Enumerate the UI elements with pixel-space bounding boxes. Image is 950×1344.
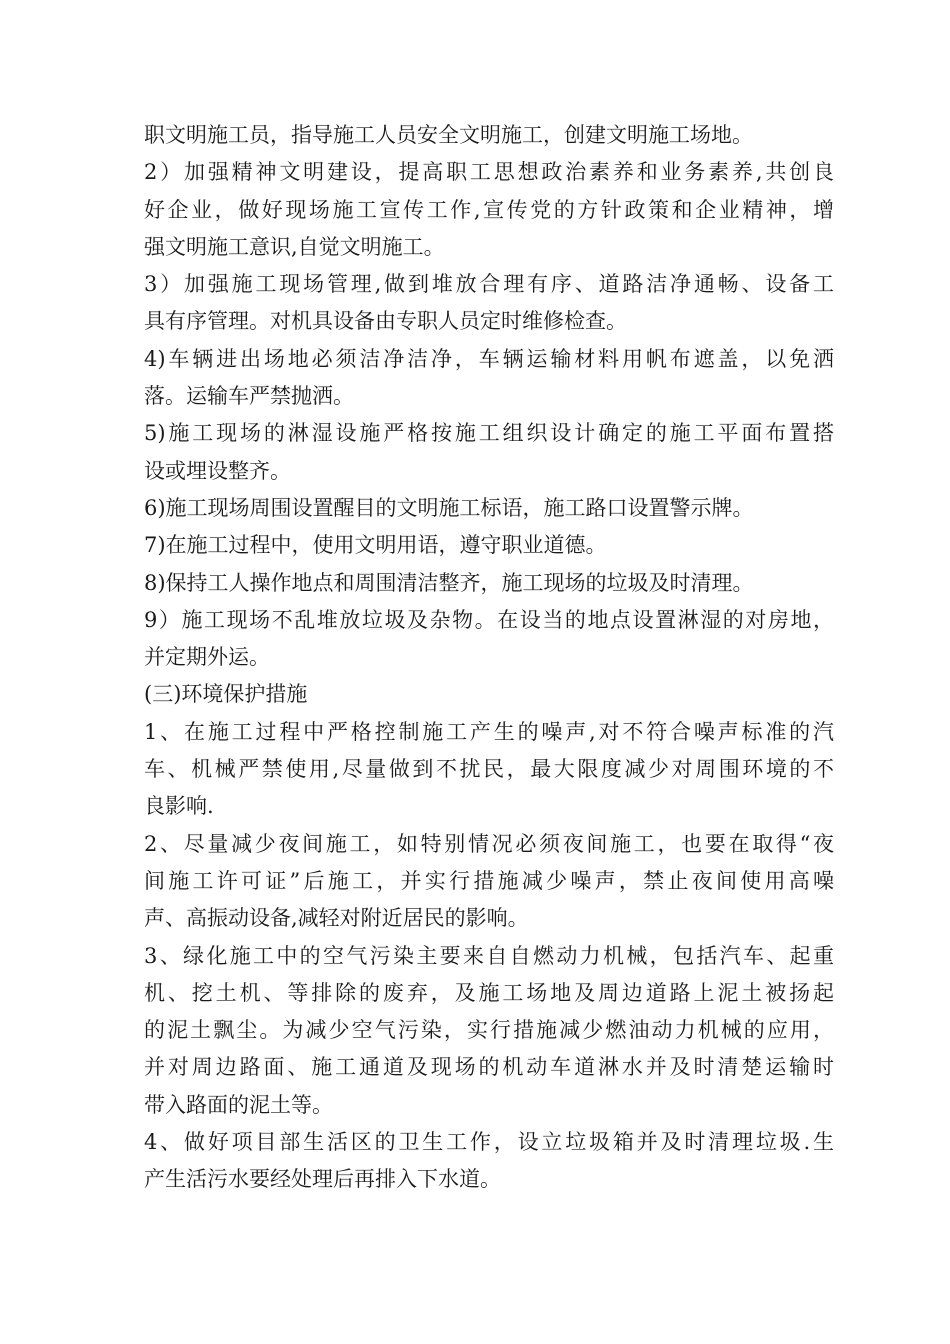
text-line: 4)车辆进出场地必须洁净洁净，车辆运输材料用帆布遮盖，以免洒	[144, 346, 834, 371]
text-line: 职文明施工员，指导施工人员安全文明施工，创建文明施工场地。	[144, 123, 753, 147]
text-line: 并定期外运。	[144, 645, 270, 670]
text-line: 并对周边路面、施工通道及现场的机动车道淋水并及时清楚运输时	[144, 1055, 834, 1080]
text-line: 落。运输车严禁抛洒。	[144, 384, 354, 409]
text-line: 6)施工现场周围设置醒目的文明施工标语，施工路口设置警示牌。	[144, 495, 754, 520]
document-body	[144, 117, 834, 1199]
text-line: 良影响.	[144, 794, 214, 819]
text-line: 间施工许可证”后施工，并实行措施减少噪声，禁止夜间使用高噪	[144, 868, 834, 893]
text-line: 3、绿化施工中的空气污染主要来自自燃动力机械，包括汽车、起重	[144, 943, 834, 968]
text-line: 的泥土飘尘。为减少空气污染，实行措施减少燃油动力机械的应用，	[144, 1018, 834, 1043]
text-line: 声、高振动设备,减轻对附近居民的影响。	[144, 906, 529, 931]
text-line: 9）施工现场不乱堆放垃圾及杂物。在设当的地点设置淋湿的对房地，	[144, 607, 834, 632]
text-line: 3）加强施工现场管理,做到堆放合理有序、道路洁净通畅、设备工	[144, 272, 834, 297]
text-line: 7)在施工过程中，使用文明用语，遵守职业道德。	[144, 533, 607, 558]
text-line: 1、在施工过程中严格控制施工产生的噪声,对不符合噪声标准的汽	[144, 719, 834, 744]
text-line: 4、做好项目部生活区的卫生工作，设立垃圾箱并及时清理垃圾.生	[144, 1130, 834, 1155]
text-line: 8)保持工人操作地点和周围清洁整齐，施工现场的垃圾及时清理。	[144, 570, 754, 595]
text-line: 2、尽量减少夜间施工，如特别情况必须夜间施工，也要在取得“夜	[144, 831, 834, 856]
text-line: 产生活污水要经处理后再排入下水道。	[144, 1167, 501, 1192]
text-line: 设或埋设整齐。	[144, 458, 291, 483]
text-line: 车、机械严禁使用,尽量做到不扰民，最大限度减少对周围环境的不	[144, 757, 834, 782]
text-line: 机、挖土机、等排除的废弃，及施工场地及周边道路上泥土被扬起	[144, 980, 834, 1005]
text-line: 5)施工现场的淋湿设施严格按施工组织设计确定的施工平面布置搭	[144, 421, 834, 446]
text-line: 强文明施工意识,自觉文明施工。	[144, 234, 445, 259]
text-line: 好企业，做好现场施工宣传工作,宣传党的方针政策和企业精神，增	[144, 197, 834, 222]
text-line: 2）加强精神文明建设，提高职工思想政治素养和业务素养,共创良	[144, 160, 834, 185]
text-line: 具有序管理。对机具设备由专职人员定时维修检查。	[144, 309, 627, 334]
text-line: 带入路面的泥土等。	[144, 1092, 333, 1117]
text-line: (三)环境保护措施	[144, 682, 308, 707]
